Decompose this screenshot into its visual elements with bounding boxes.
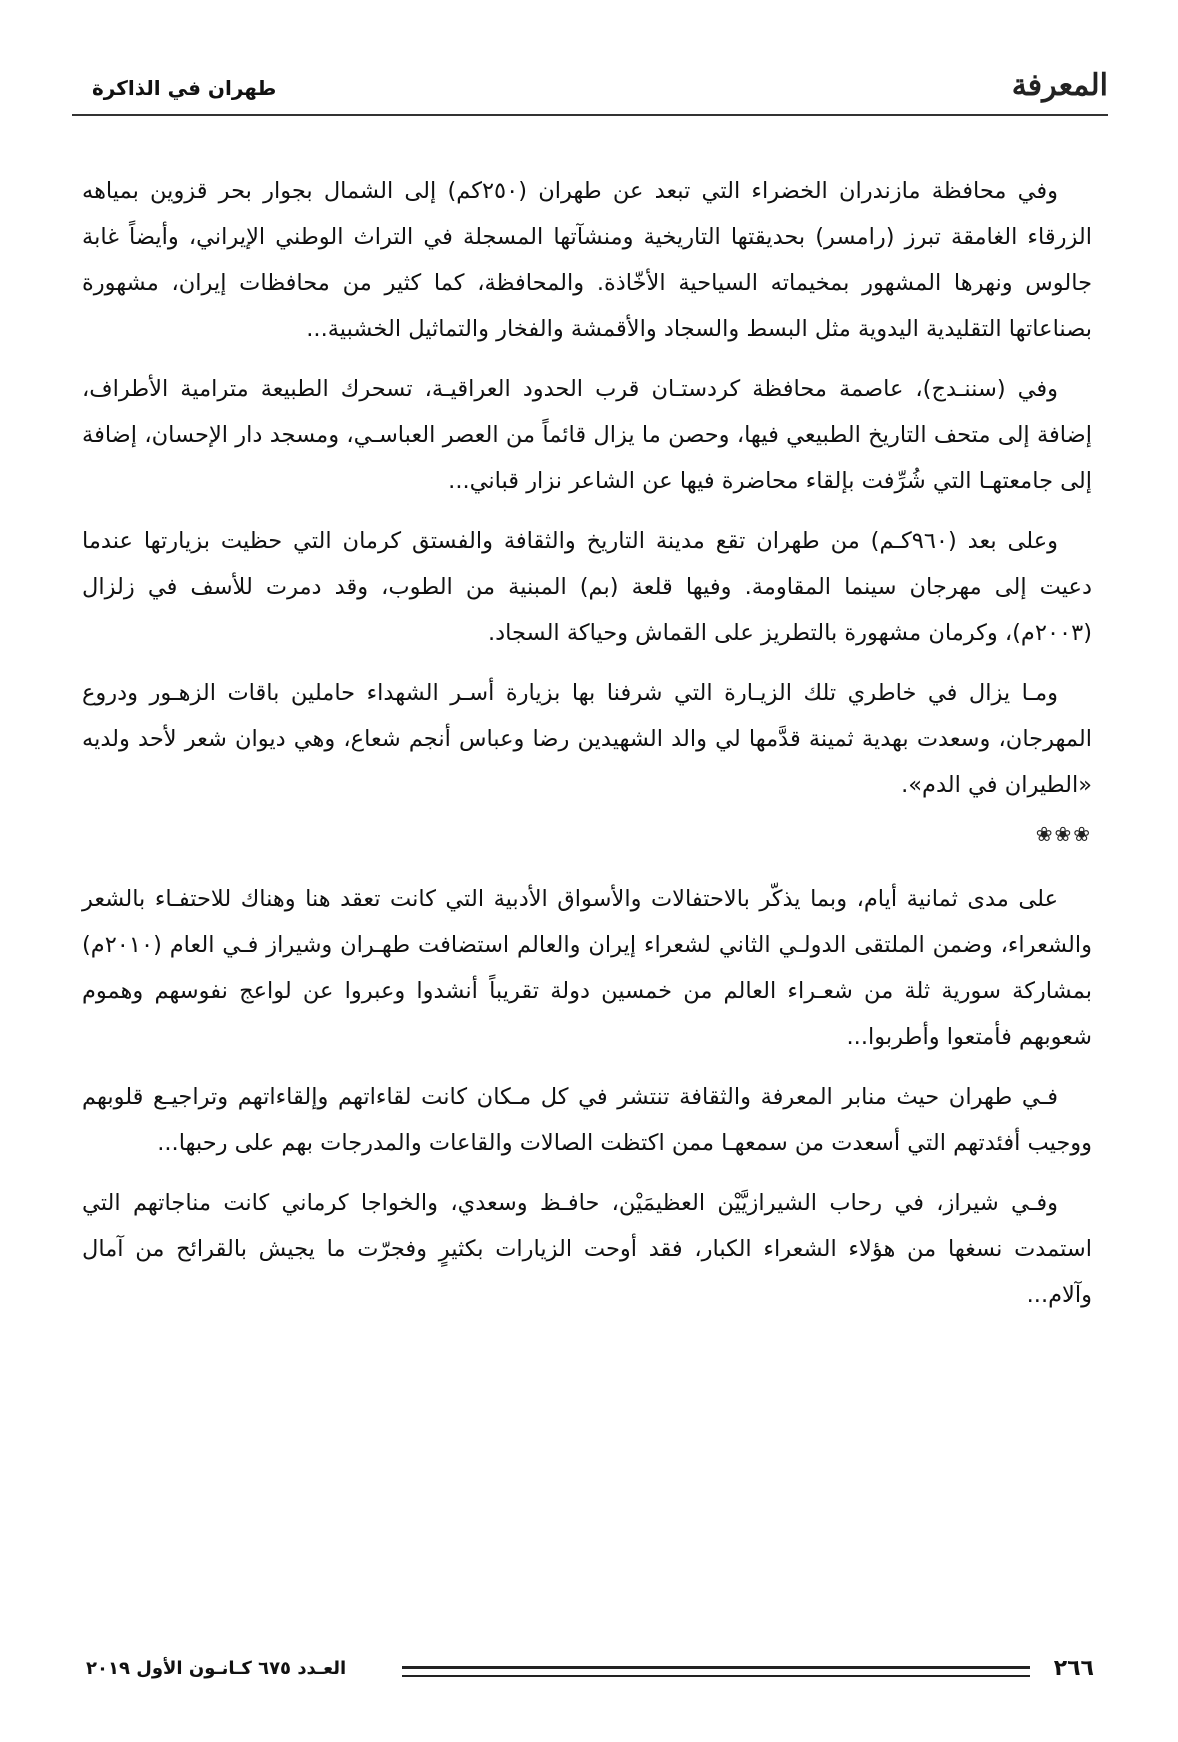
paragraph: فـي طهران حيث منابر المعرفة والثقافة تنتشر في كل مـكان كانت لقاءاتهم وإلقاءاتهم وتراجيـع قلوبهم ووجيب أفئدتهم التي أسعدت من سمعهـا ممن اكتظت الصالات والقاعات والمدرجات بهم على رحبها...	[82, 1084, 1092, 1156]
paragraph: على مدى ثمانية أيام، وبما يذكّر بالاحتفالات والأسواق الأدبية التي كانت تعقد هنا وهناك للاحتفـاء بالشعر والشعراء، وضمن الملتقى الدولـي الثاني لشعراء إيران والعالم استضافت طهـران وشيراز فـي العام (٢٠١٠م) بمشاركة سورية ثلة من شعـراء العالم من خمسين دولة تقريباً أنشدوا وعبروا عن لواعج نفوسهم وهموم شعوبهم فأمتعوا وأطربوا...	[82, 886, 1092, 1050]
issue-info: العـدد ٦٧٥ كـانـون الأول ٢٠١٩	[86, 1658, 347, 1679]
page-footer	[72, 1652, 1108, 1692]
magazine-logo: المعرفة	[1011, 68, 1108, 103]
running-title: طهران في الذاكرة	[92, 76, 277, 100]
paragraph: ومـا يزال في خاطري تلك الزيـارة التي شرفنا بها بزيارة أسـر الشهداء حاملين باقات الزهـور ودروع المهرجان، وسعدت بهدية ثمينة قدَّمها لي والد الشهيدين رضا وعباس أنجم شعاع، وهي ديوان شعر لأحد ولديه «الطيران في الدم».	[82, 680, 1092, 798]
paragraph: وفـي شيراز، في رحاب الشيرازيَّيْن العظيمَيْن، حافـظ وسعدي، والخواجا كرماني كانت مناجاتهم التي استمدت نسغها من هؤلاء الشعراء الكبار، فقد أوحت الزيارات بكثيرٍ وفجرّت ما يجيش بالقرائح من آمال وآلام...	[82, 1190, 1092, 1308]
footer-divider	[402, 1666, 1030, 1677]
section-separator-icon: ❀❀❀	[1035, 822, 1092, 846]
article-body	[82, 168, 1092, 1332]
paragraph: وعلى بعد (٩٦٠كـم) من طهران تقع مدينة التاريخ والثقافة والفستق كرمان التي حظيت بزيارتها عندما دعيت إلى مهرجان سينما المقاومة. وفيها قلعة (بم) المبنية من الطوب، وقد دمرت للأسف في زلزال (٢٠٠٣م)، وكرمان مشهورة بالتطريز على القماش وحياكة السجاد.	[82, 528, 1092, 646]
header-divider	[72, 114, 1108, 116]
paragraph: وفي (سننـدج)، عاصمة محافظة كردستـان قرب الحدود العراقيـة، تسحرك الطبيعة مترامية الأطراف، إضافة إلى متحف التاريخ الطبيعي فيها، وحصن ما يزال قائماً من العصر العباسـي، ومسجد دار الإحسان، إضافة إلى جامعتهـا التي شُرِّفت بإلقاء محاضرة فيها عن الشاعر نزار قباني...	[82, 376, 1092, 494]
page-number: ٢٦٦	[1053, 1656, 1094, 1681]
paragraph: وفي محافظة مازندران الخضراء التي تبعد عن طهران (٢٥٠كم) إلى الشمال بجوار بحر قزوين بمياهه الزرقاء الغامقة تبرز (رامسر) بحديقتها التاريخية ومنشآتها المسجلة في التراث الوطني الإيراني، وأيضاً غابة جالوس ونهرها المشهور بمخيماته السياحية الأخّاذة. والمحافظة، كما كثير من محافظات إيران، مشهورة بصناعاتها التقليدية اليدوية مثل البسط والسجاد والأقمشة والفخار والتماثيل الخشبية...	[82, 178, 1092, 342]
page-header	[72, 58, 1108, 114]
